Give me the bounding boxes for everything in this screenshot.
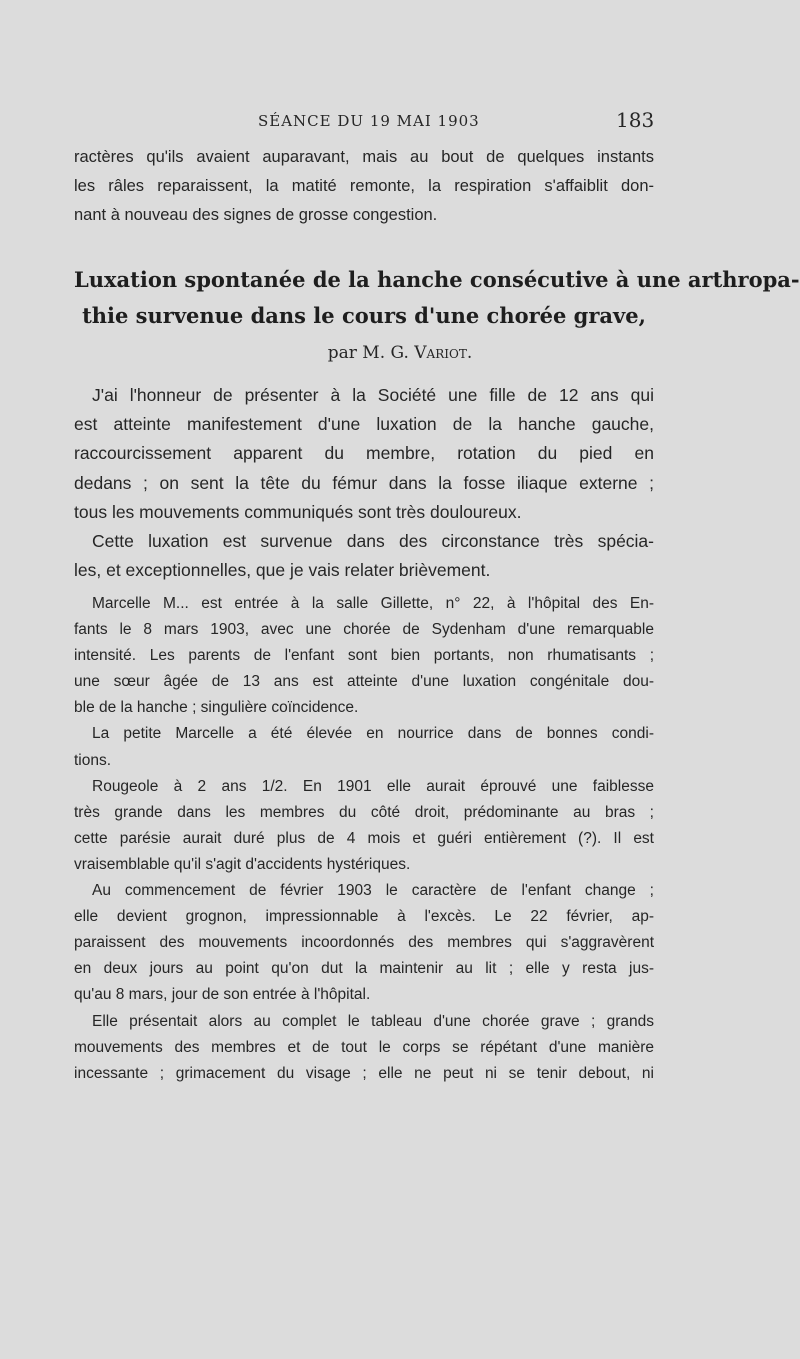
byline <box>0 343 800 363</box>
text-line: Marcelle M... est entrée à la salle Gillette, n° 22, à l'hôpital des En- <box>92 595 654 612</box>
text-line: vraisemblable qu'il s'agit d'accidents hystériques. <box>74 855 411 873</box>
text-line: paraissent des mouvements incoordonnés des membres qui s'aggravèrent <box>74 934 654 952</box>
text-line: raccourcissement apparent du membre, rotation du pied en <box>74 443 654 464</box>
article-title <box>74 262 800 334</box>
text-line: est atteinte manifestement d'une luxation de la hanche gauche, <box>74 414 654 435</box>
text-line: mouvements des membres et de tout le corps se répétant d'une manière <box>74 1038 654 1056</box>
text-line: les râles reparaissent, la matité remonte, la respiration s'affaiblit don- <box>74 177 654 195</box>
text-line: incessante ; grimacement du visage ; elle ne peut ni se tenir debout, ni <box>74 1064 654 1082</box>
text-line: les, et exceptionnelles, que je vais relater brièvement. <box>74 560 491 581</box>
text-line: fants le 8 mars 1903, avec une chorée de Sydenham d'une remarquable <box>74 621 654 639</box>
text-line: ble de la hanche ; singulière coïncidence. <box>74 699 359 717</box>
text-line: en deux jours au point qu'on dut la maintenir au lit ; elle y resta jus- <box>74 960 654 978</box>
text-line: tous les mouvements communiqués sont très douloureux. <box>74 501 522 522</box>
running-title: SÉANCE DU 19 MAI 1903 <box>258 112 480 130</box>
text-line: cette parésie aurait duré plus de 4 mois et guéri entièrement (?). Il est <box>74 829 654 847</box>
text-line: nant à nouveau des signes de grosse congestion. <box>74 206 438 224</box>
text-line: intensité. Les parents de l'enfant sont bien portants, non rhumatisants ; <box>74 647 654 665</box>
text-line: elle devient grognon, impressionnable à l'excès. Le 22 février, ap- <box>74 908 654 926</box>
small-text-section <box>74 591 654 1087</box>
text-line: J'ai l'honneur de présenter à la Société une fille de 12 ans qui <box>92 385 654 405</box>
title-line: Luxation spontanée de la hanche consécutive à une arthropa- <box>74 267 800 292</box>
text-line: très grande dans les membres du côté droit, prédominante au bras ; <box>74 803 654 821</box>
text-line: Elle présentait alors au complet le tableau d'une chorée grave ; grands <box>92 1012 654 1030</box>
text-line: La petite Marcelle a été élevée en nourrice dans de bonnes condi- <box>92 725 654 743</box>
text-line: qu'au 8 mars, jour de son entrée à l'hôpital. <box>74 986 371 1004</box>
page-number: 183 <box>616 108 655 132</box>
text-line: dedans ; on sent la tête du fémur dans la fosse iliaque externe ; <box>74 472 654 493</box>
text-line: Au commencement de février 1903 le caractère de l'enfant change ; <box>92 882 654 900</box>
title-line: thie survenue dans le cours d'une chorée grave, <box>82 303 646 328</box>
author-name: Variot. <box>414 343 473 363</box>
text-line: une sœur âgée de 13 ans est atteinte d'une luxation congénitale dou- <box>74 673 654 691</box>
running-header <box>0 108 800 138</box>
text-line: ractères qu'ils avaient auparavant, mais au bout de quelques instants <box>74 148 654 166</box>
text-line: tions. <box>74 751 112 769</box>
text-line: Cette luxation est survenue dans des circonstance très spécia- <box>92 531 654 552</box>
byline-prefix: par M. G. <box>327 343 415 363</box>
large-text-section <box>74 381 654 585</box>
intro-paragraph <box>74 143 654 230</box>
text-line: Rougeole à 2 ans 1/2. En 1901 elle aurait éprouvé une faiblesse <box>92 777 654 795</box>
